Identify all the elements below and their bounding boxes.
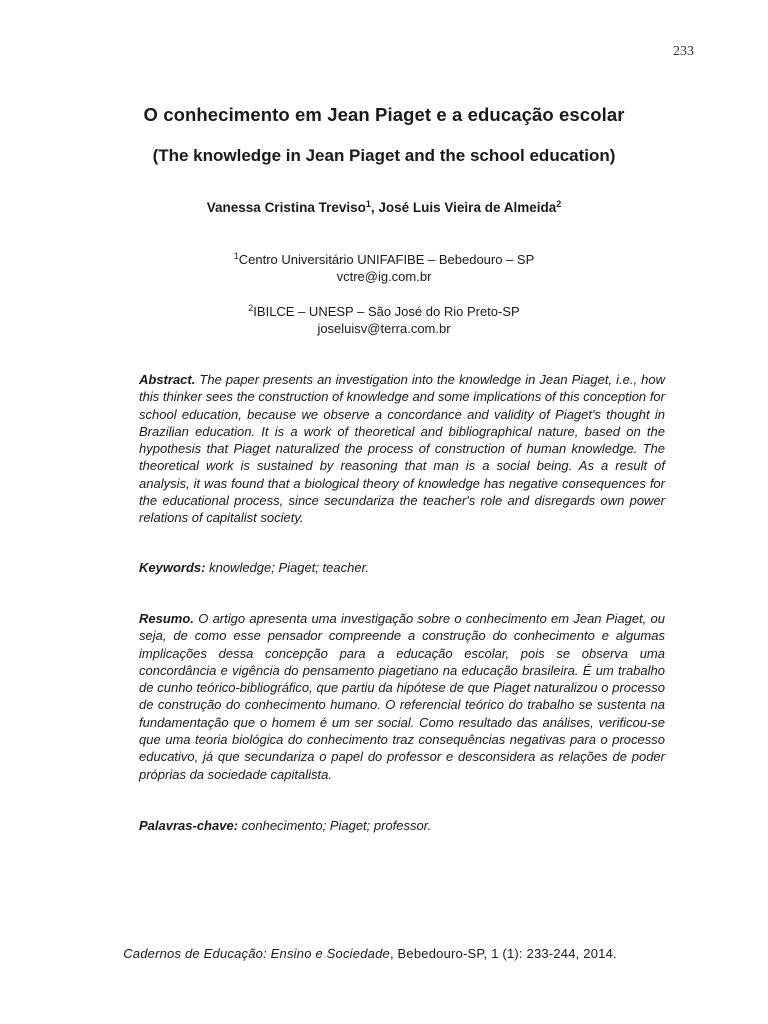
resumo-text: O artigo apresenta uma investigação sobre o conhecimento em Jean Piaget, ou seja, de como esse pensador compreende a construção do conhecimento e algumas implicações dessa concepção para a educação escolar, pois se observa uma concordância e vigência do pensamento piagetiano na educação brasileira. É um trabalho de cunho teórico-bibliográfico, que partiu da hipótese de que Piaget naturalizou o processo de construção do conhecimento humano. O referencial teórico do trabalho se sustenta na fundamentação que o homem é um ser social. Como resultado das análises, verificou-se que uma teoria biológica do conhecimento traz consequências negativas para o processo educativo, já que secundariza o papel do professor e desconsidera as relações de poder próprias da sociedade capitalista. [139, 611, 666, 782]
resumo-paragraph [139, 610, 665, 783]
affiliation-email: vctre@ig.com.br [336, 269, 432, 284]
affiliation-institution: Centro Universitário UNIFAFIBE – Bebedouro – SP [238, 252, 535, 267]
keywords-label: Keywords: [139, 560, 206, 575]
affiliation-email: joseluisv@terra.com.br [317, 321, 451, 336]
affiliation-institution: IBILCE – UNESP – São José do Rio Preto-SP [253, 304, 520, 319]
palavras-chave-text: conhecimento; Piaget; professor. [241, 818, 432, 833]
journal-citation: , Bebedouro-SP, 1 (1): 233-244, 2014. [389, 946, 617, 961]
journal-footer [0, 946, 740, 961]
author-separator: , [370, 200, 379, 215]
author-affiliation-mark: 1 [365, 199, 371, 209]
abstract-text: The paper presents an investigation into the knowledge in Jean Piaget, i.e., how this thinker sees the construction of knowledge and some implications of this conception for school education, because we observe a concordance and validity of Piaget's thought in Brazilian education. It is a work of theoretical and bibliographical nature, based on the hypothesis that Piaget naturalized the process of construction of human knowledge. The theoretical work is sustained by reasoning that man is a social being. As a result of analysis, it was found that a biological theory of knowledge has negative consequences for the educational process, since secundariza the teacher's role and disregards own power relations of capitalist society. [139, 372, 665, 526]
abstract-paragraph [139, 371, 665, 527]
author-line [0, 200, 768, 215]
author-name: Vanessa Cristina Treviso [206, 200, 366, 215]
author-affiliation-mark: 2 [556, 199, 562, 209]
affiliation-2 [0, 303, 768, 337]
abstract-label: Abstract. [139, 372, 196, 387]
affiliation-mark: 1 [233, 251, 239, 261]
journal-name: Cadernos de Educação: Ensino e Sociedade [123, 946, 390, 961]
palavras-chave-label: Palavras-chave: [139, 818, 239, 833]
paper-subtitle: (The knowledge in Jean Piaget and the school education) [152, 146, 616, 165]
page-number: 233 [673, 44, 694, 59]
resumo-label: Resumo. [139, 611, 194, 626]
affiliation-mark: 2 [248, 303, 254, 313]
author-name: José Luis Vieira de Almeida [378, 200, 557, 215]
affiliation-1 [0, 251, 768, 285]
paper-title: O conhecimento em Jean Piaget e a educação escolar [143, 104, 625, 125]
palavras-chave-paragraph [139, 817, 665, 834]
keywords-paragraph [139, 559, 665, 576]
keywords-text: knowledge; Piaget; teacher. [209, 560, 370, 575]
